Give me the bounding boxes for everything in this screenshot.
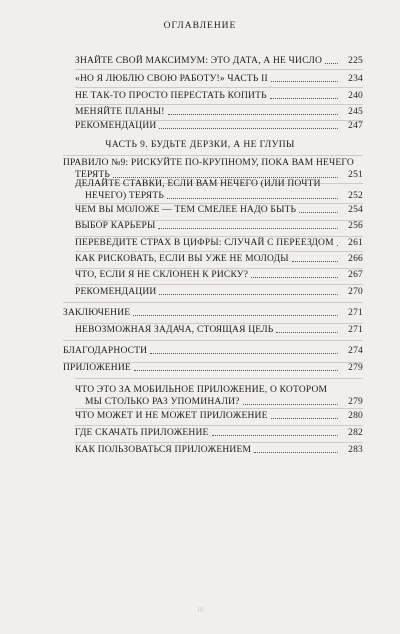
leader-dots [271,81,338,82]
toc-entry [75,410,363,422]
toc-title: ЗАКЛЮЧЕНИЕ [63,308,131,318]
leader-dots [337,245,338,246]
leader-dots [159,128,338,129]
leader-dots [243,404,338,405]
toc-title: РЕКОМЕНДАЦИИ [75,287,157,297]
toc-title: ПЕРЕВЕДИТЕ СТРАХ В ЦИФРЫ: СЛУЧАЙ С ПЕРЕЕЗДОМ [75,238,334,248]
toc-page: 240 [348,91,363,101]
toc-page: 279 [348,397,363,407]
toc-page: 271 [348,308,363,318]
toc-entry [75,73,363,85]
toc-entry [75,106,363,118]
toc-title: ЧТО МОЖЕТ И НЕ МОЖЕТ ПРИЛОЖЕНИЕ [75,411,268,421]
toc-entry [75,55,363,67]
leader-dots [325,63,338,64]
toc-title-line1: ДЕЛАЙТЕ СТАВКИ, ЕСЛИ ВАМ НЕЧЕГО (ИЛИ ПОЧТИ [75,179,321,189]
leader-dots [133,315,338,316]
leader-dots [254,452,338,453]
leader-dots [167,198,338,199]
toc-page: 280 [348,411,363,421]
toc-entry-thanks [63,345,363,357]
leader-dots [168,114,338,115]
toc-entry [75,269,363,281]
toc-page: 270 [348,287,363,297]
toc-entry-conclusion [63,307,363,319]
toc-entry [75,204,363,216]
leader-dots [292,261,338,262]
toc-entry [75,120,363,132]
leader-dots [276,332,338,333]
toc-title-line2: МЫ СТОЛЬКО РАЗ УПОМИНАЛИ? [85,397,240,407]
page-number: 10 [196,606,204,614]
toc-title: БЛАГОДАРНОСТИ [63,346,148,356]
toc-page: 225 [348,56,363,66]
leader-dots [134,370,338,371]
toc-entry [75,90,363,102]
toc-title-line2: ТЕРЯТЬ [75,170,111,180]
toc-title: ПРИЛОЖЕНИЕ [63,363,131,373]
toc-page: 267 [348,270,363,280]
leader-dots [271,418,338,419]
toc-entry [75,384,363,408]
toc-title: ГДЕ СКАЧАТЬ ПРИЛОЖЕНИЕ [75,428,209,438]
leader-dots [270,98,338,99]
toc-entry [75,220,363,232]
toc-title: РЕКОМЕНДАЦИИ [75,121,157,131]
leader-dots [299,212,338,213]
toc-entry [75,286,363,298]
toc-entry [75,324,363,336]
toc-title: ЧЕМ ВЫ МОЛОЖЕ — ТЕМ СМЕЛЕЕ НАДО БЫТЬ [75,205,297,215]
toc-page: 282 [348,428,363,438]
toc-title: «НО Я ЛЮБЛЮ СВОЮ РАБОТУ!» ЧАСТЬ II [75,74,268,84]
toc-title: ЧТО, ЕСЛИ Я НЕ СКЛОНЕН К РИСКУ? [75,270,249,280]
toc-page: 283 [348,445,363,455]
leader-dots [158,228,338,229]
toc-entry [75,253,363,265]
toc-title: МЕНЯЙТЕ ПЛАНЫ! [75,107,165,117]
toc-page: 261 [348,238,363,248]
toc-page: 252 [348,191,363,201]
toc-title: КАК РИСКОВАТЬ, ЕСЛИ ВЫ УЖЕ НЕ МОЛОДЫ [75,254,289,264]
toc-title-line1: ПРАВИЛО №9: РИСКУЙТЕ ПО-КРУПНОМУ, ПОКА ВАМ НЕЧЕГО [63,158,354,168]
toc-entry [75,444,363,456]
toc-page: 254 [348,205,363,215]
toc-page: 274 [348,346,363,356]
toc-entry [75,427,363,439]
toc-entry-appendix [63,362,363,374]
toc-title-line1: ЧТО ЭТО ЗА МОБИЛЬНОЕ ПРИЛОЖЕНИЕ, О КОТОРОМ [75,385,328,395]
toc-entry-bets [75,178,363,202]
leader-dots [159,294,338,295]
toc-title: ВЫБОР КАРЬЕРЫ [75,221,156,231]
toc-title: КАК ПОЛЬЗОВАТЬСЯ ПРИЛОЖЕНИЕМ [75,445,252,455]
leader-dots [212,435,338,436]
toc-page: 251 [348,170,363,180]
toc-page: 245 [348,107,363,117]
toc-title: ЗНАЙТЕ СВОЙ МАКСИМУМ: ЭТО ДАТА, А НЕ ЧИСЛО [75,56,323,66]
toc-page: 271 [348,325,363,335]
part-title: ЧАСТЬ 9. БУДЬТЕ ДЕРЗКИ, А НЕ ГЛУПЫ [105,140,295,150]
toc-entry [75,237,363,249]
leader-dots [150,353,338,354]
toc-page: 266 [348,254,363,264]
toc-title: НЕ ТАК-ТО ПРОСТО ПЕРЕСТАТЬ КОПИТЬ [75,91,267,101]
toc-page: 256 [348,221,363,231]
toc-title-line2: НЕЧЕГО) ТЕРЯТЬ [85,191,164,201]
toc-page: 247 [348,121,363,131]
toc-page: 279 [348,363,363,373]
page-heading: ОГЛАВЛЕНИЕ [163,21,237,31]
toc-page: 234 [348,74,363,84]
leader-dots [251,277,338,278]
toc-title: НЕВОЗМОЖНАЯ ЗАДАЧА, СТОЯЩАЯ ЦЕЛЬ [75,325,274,335]
